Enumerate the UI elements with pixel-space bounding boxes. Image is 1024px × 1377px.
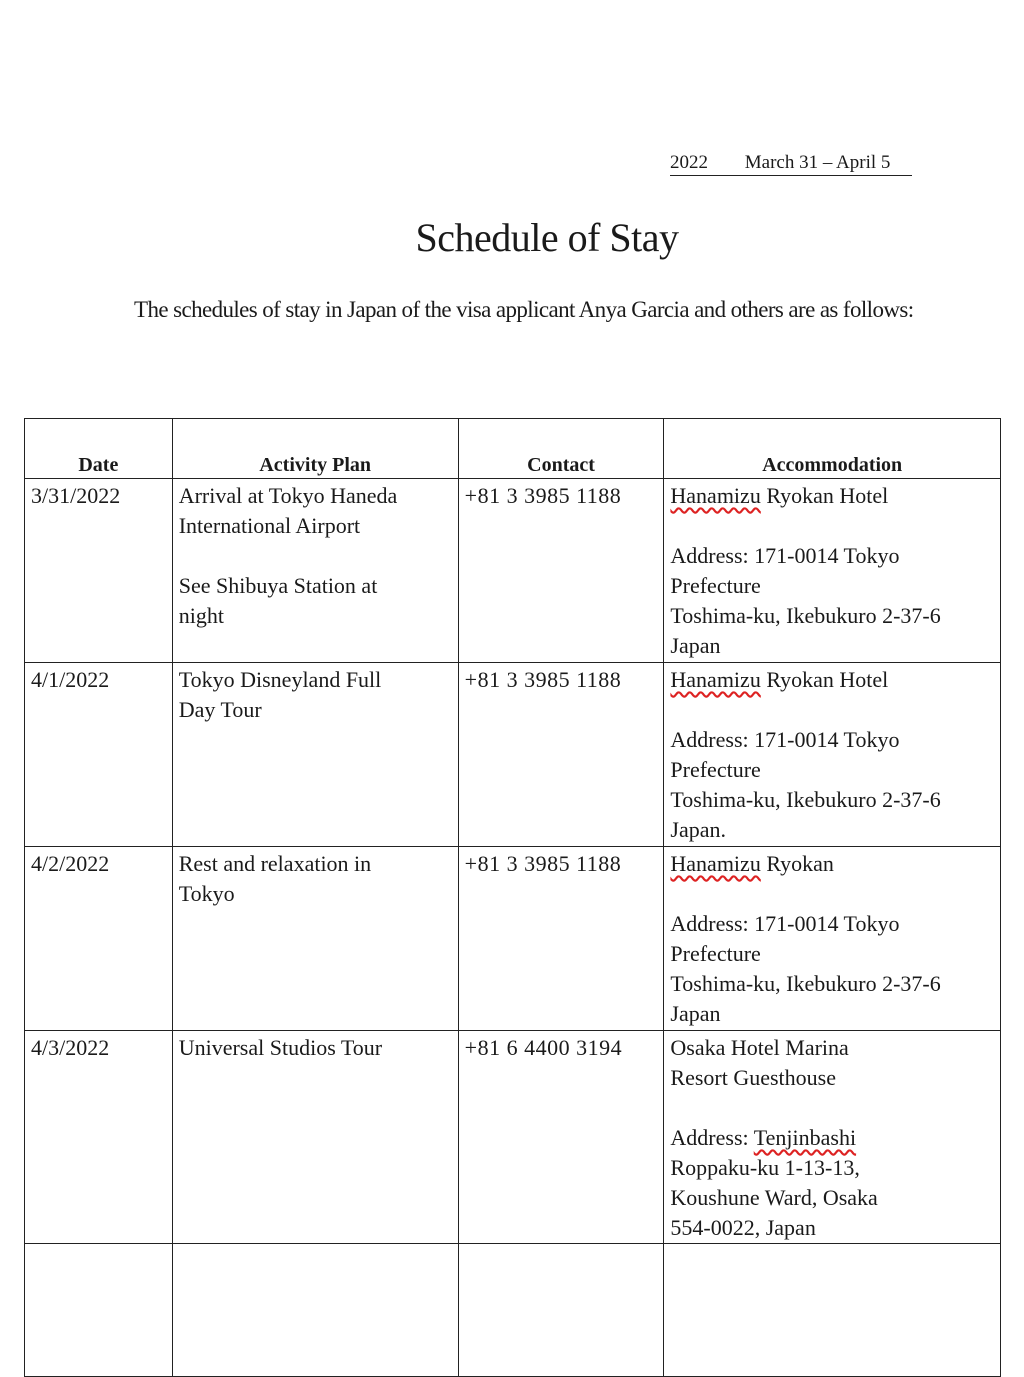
table-row	[25, 663, 1001, 847]
address-line: Toshima-ku, Ikebukuro 2-37-6	[670, 787, 941, 812]
address-line: Address: 171-0014 Tokyo	[670, 911, 900, 936]
activity-line: Arrival at Tokyo Haneda	[178, 483, 398, 508]
address-place-flagged: Tenjinbashi	[753, 1125, 857, 1150]
hotel-name-rest: Ryokan Hotel	[760, 667, 889, 692]
cell-contact: +81 3 3985 1188	[458, 847, 664, 1031]
cell-activity	[172, 479, 458, 663]
cell-empty	[664, 1244, 1001, 1377]
address-line: Address: 171-0014 Tokyo	[670, 543, 900, 568]
table-row	[25, 479, 1001, 663]
activity-line: Tokyo Disneyland Full	[178, 667, 382, 692]
cell-contact: +81 3 3985 1188	[458, 479, 664, 663]
cell-empty	[172, 1244, 458, 1377]
date-range-year: 2022	[670, 152, 708, 173]
cell-contact: +81 6 4400 3194	[458, 1031, 664, 1244]
activity-line: Universal Studios Tour	[178, 1035, 383, 1060]
hotel-name	[670, 481, 994, 511]
address-line: Prefecture	[670, 573, 761, 598]
cell-accommodation	[664, 1031, 1001, 1244]
hotel-name-flagged: Hanamizu	[670, 483, 761, 508]
column-header-date: Date	[25, 419, 173, 479]
intro-text: The schedules of stay in Japan of the visa applicant Anya Garcia and others are as follows:	[134, 297, 914, 322]
column-header-contact: Contact	[458, 419, 664, 479]
column-header-activity: Activity Plan	[172, 419, 458, 479]
address-line	[670, 1123, 994, 1153]
cell-empty	[458, 1244, 664, 1377]
cell-contact: +81 3 3985 1188	[458, 663, 664, 847]
cell-accommodation	[664, 847, 1001, 1031]
address-line: Koushune Ward, Osaka	[670, 1185, 878, 1210]
table-header-row	[25, 419, 1001, 479]
hotel-name-rest: Ryokan Hotel	[760, 483, 889, 508]
date-range-span: March 31 – April 5	[744, 152, 891, 173]
cell-date: 4/1/2022	[25, 663, 173, 847]
activity-gap	[179, 541, 452, 571]
hotel-name-flagged: Hanamizu	[670, 851, 761, 876]
activity-line: Tokyo	[178, 881, 235, 906]
hotel-name-flagged: Hanamizu	[670, 667, 761, 692]
cell-date: 4/2/2022	[25, 847, 173, 1031]
activity-line: Day Tour	[178, 697, 262, 722]
address-line: Toshima-ku, Ikebukuro 2-37-6	[670, 603, 941, 628]
activity-line: Rest and relaxation in	[178, 851, 372, 876]
address-line: Japan	[670, 1001, 721, 1026]
hotel-name-line: Resort Guesthouse	[670, 1065, 836, 1090]
table-row	[25, 1031, 1001, 1244]
cell-date: 3/31/2022	[25, 479, 173, 663]
address-line: Prefecture	[670, 941, 761, 966]
date-range	[670, 152, 912, 176]
cell-date: 4/3/2022	[25, 1031, 173, 1244]
address-line: 554-0022, Japan	[670, 1215, 816, 1240]
activity-line: night	[178, 603, 224, 628]
address-line: Japan.	[670, 817, 726, 842]
activity-line: International Airport	[178, 513, 361, 538]
cell-activity	[172, 663, 458, 847]
hotel-name	[670, 849, 994, 879]
address-line: Address: 171-0014 Tokyo	[670, 727, 900, 752]
table-row-empty	[25, 1244, 1001, 1377]
hotel-name	[670, 665, 994, 695]
address-line: Japan	[670, 633, 721, 658]
cell-accommodation	[664, 479, 1001, 663]
address-line: Roppaku-ku 1-13-13,	[670, 1155, 860, 1180]
hotel-name-line: Osaka Hotel Marina	[670, 1035, 849, 1060]
activity-line: See Shibuya Station at	[178, 573, 378, 598]
address-line: Prefecture	[670, 757, 761, 782]
cell-activity	[172, 1031, 458, 1244]
table-row	[25, 847, 1001, 1031]
address-line-text	[670, 1125, 856, 1150]
column-header-accommodation: Accommodation	[664, 419, 1001, 479]
hotel-name-rest: Ryokan	[760, 851, 834, 876]
address-label: Address:	[670, 1125, 754, 1150]
cell-empty	[25, 1244, 173, 1377]
schedule-table	[24, 418, 1001, 1377]
page-title: Schedule of Stay	[415, 215, 679, 260]
cell-accommodation	[664, 663, 1001, 847]
address-line: Toshima-ku, Ikebukuro 2-37-6	[670, 971, 941, 996]
cell-activity	[172, 847, 458, 1031]
